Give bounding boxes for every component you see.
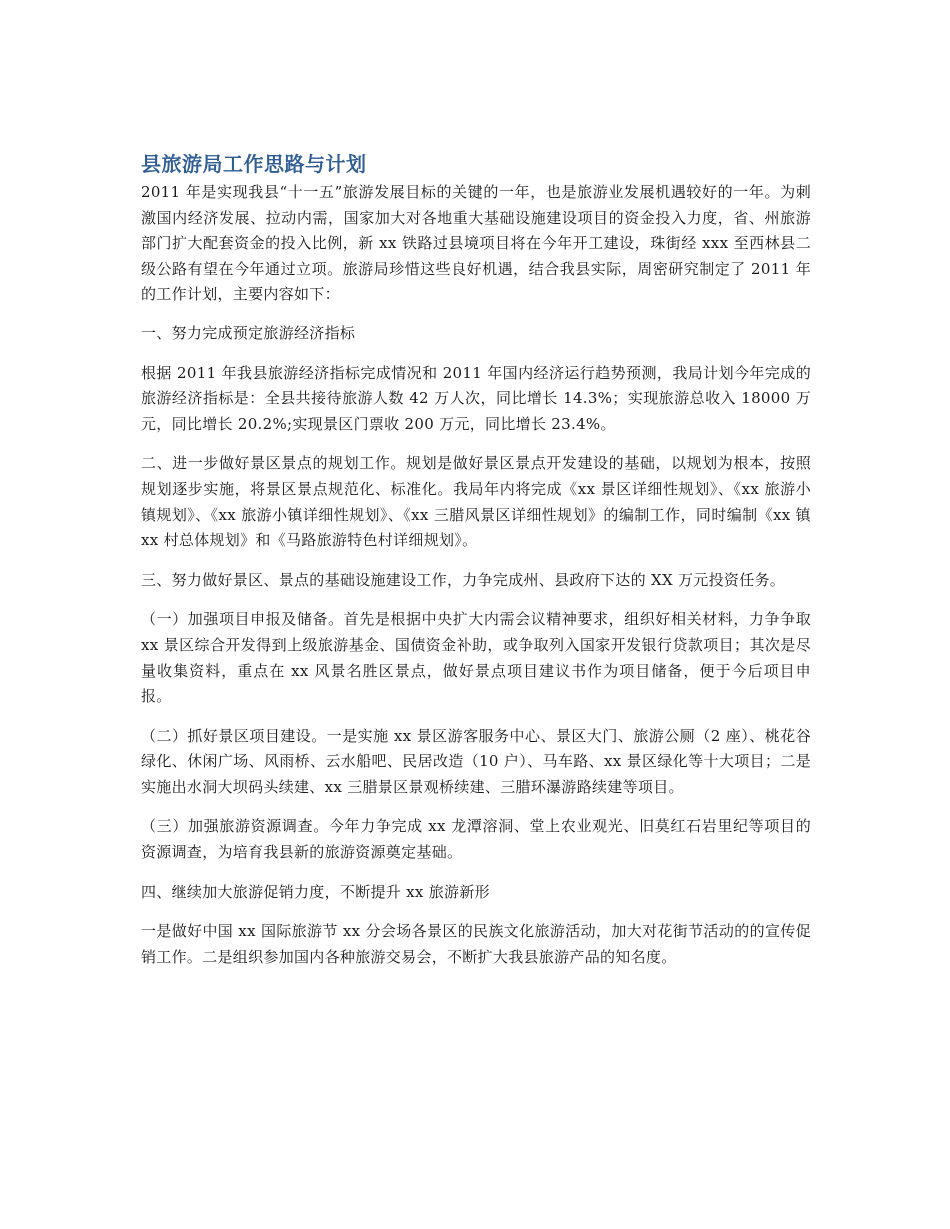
document-page: [141, 150, 811, 984]
paragraph-resource-survey: （三）加强旅游资源调查。今年力争完成 xx 龙潭溶洞、堂上农业观光、旧莫红石岩里纪等项目的资源调查，为培育我县新的旅游资源奠定基础。: [141, 817, 811, 862]
section-heading-4: 四、继续加大旅游促销力度，不断提升 xx 旅游新形: [141, 882, 490, 901]
section-heading-3: 三、努力做好景区、景点的基础设施建设工作，力争完成州、县政府下达的 XX 万元投资任务。: [141, 570, 786, 589]
section-heading-1: 一、努力完成预定旅游经济指标: [141, 323, 356, 342]
paragraph-targets: 根据 2011 年我县旅游经济指标完成情况和 2011 年国内经济运行趋势预测，我局计划今年完成的旅游经济指标是：全县共接待旅游人数 42 万人次，同比增长 14.3%；实现旅游总收入 18000 万元，同比增长 20.2%;实现景区门票收 200 万元，同比增长 23.4%。: [141, 363, 811, 433]
document-title: 县旅游局工作思路与计划: [141, 152, 367, 176]
paragraph-project-construction: （二）抓好景区项目建设。一是实施 xx 景区游客服务中心、景区大门、旅游公厕（2 座）、桃花谷绿化、休闲广场、风雨桥、云水船吧、民居改造（10 户）、马车路、xx 景区绿化等十大项目；二是实施出水洞大坝码头续建、xx 三腊景区景观桥续建、三腊环瀑游路续建等项目。: [141, 726, 811, 796]
paragraph-promotion: 一是做好中国 xx 国际旅游节 xx 分会场各景区的民族文化旅游活动，加大对花街节活动的的宣传促销工作。二是组织参加国内各种旅游交易会，不断扩大我县旅游产品的知名度。: [141, 922, 811, 966]
paragraph-planning: 二、进一步做好景区景点的规划工作。规划是做好景区景点开发建设的基础，以规划为根本，按照规划逐步实施，将景区景点规范化、标准化。我局年内将完成《xx 景区详细性规划》、《xx 旅游小镇规划》、《xx 旅游小镇详细性规划》、《xx 三腊风景区详细性规划》的编制工作，同时编制《xx 镇 xx 村总体规划》和《马路旅游特色村详细规划》。: [141, 454, 811, 550]
paragraph-project-application: （一）加强项目申报及储备。首先是根据中央扩大内需会议精神要求，组织好相关材料，力争争取 xx 景区综合开发得到上级旅游基金、国债资金补助，或争取列入国家开发银行贷款项目；其次是尽量收集资料，重点在 xx 风景名胜区景点，做好景点项目建议书作为项目储备，便于今后项目申报。: [141, 610, 811, 706]
intro-paragraph: 2011 年是实现我县“十一五”旅游发展目标的关键的一年，也是旅游业发展机遇较好的一年。为刺激国内经济发展、拉动内需，国家加大对各地重大基础设施建设项目的资金投入力度，省、州旅游部门扩大配套资金的投入比例，新 xx 铁路过县境项目将在今年开工建设，珠街经 xxx 至西林县二级公路有望在今年通过立项。旅游局珍惜这些良好机遇，结合我县实际，周密研究制定了 2011 年的工作计划，主要内容如下：: [141, 183, 811, 304]
